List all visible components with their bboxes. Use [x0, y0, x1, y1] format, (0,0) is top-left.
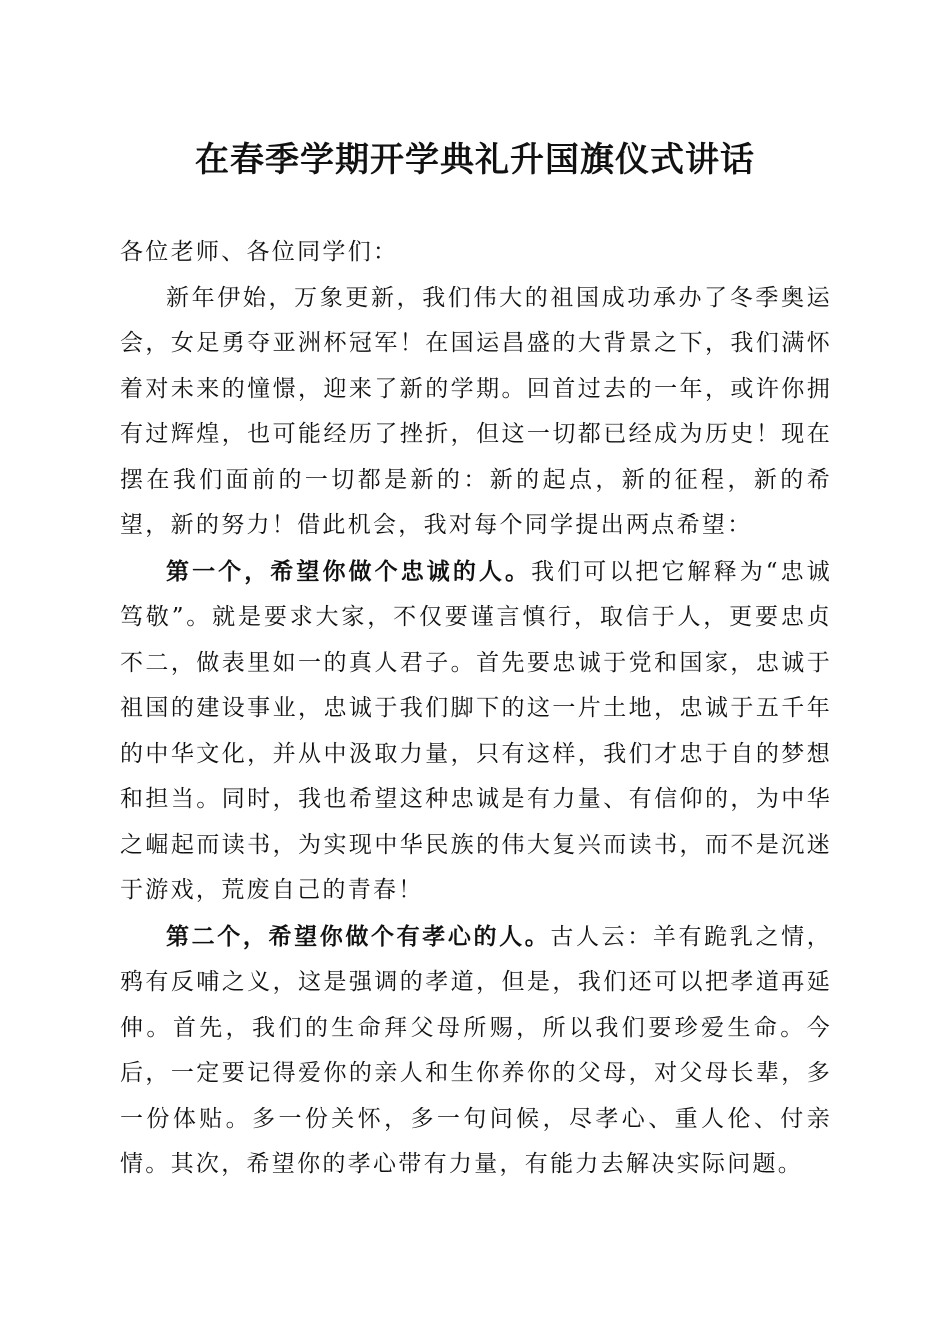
document-title: 在春季学期开学典礼升国旗仪式讲话: [195, 140, 755, 180]
paragraph-lead: 第一个，希望你做个忠诚的人。: [166, 557, 532, 585]
paragraph-text: 古人云：羊有跪乳之情，鸦有反哺之义，这是强调的孝道，但是，我们还可以把孝道再延伸。首先，我们的生命拜父母所赐，所以我们要珍爱生命。今后，一定要记得爱你的亲人和生你养你的父母，对父母长辈，多一份体贴。多一份关怀，多一句问候，尽孝心、重人伦、付亲情。其次，希望你的孝心带有力量，有能力去解决实际问题。: [120, 923, 832, 1177]
greeting: 各位老师、各位同学们：: [120, 239, 399, 265]
paragraph-text: 我们可以把它解释为“忠诚笃敬”。就是要求大家，不仅要谨言慎行，取信于人，更要忠贞不二，做表里如一的真人君子。首先要忠诚于党和国家，忠诚于祖国的建设事业，忠诚于我们脚下的这一片土地，忠诚于五千年的中华文化，并从中汲取力量，只有这样，我们才忠于自的梦想和担当。同时，我也希望这种忠诚是有力量、有信仰的，为中华之崛起而读书，为实现中华民族的伟大复兴而读书，而不是沉迷于游戏，荒废自己的青春！: [120, 558, 833, 903]
document-body: [120, 230, 832, 1188]
paragraph-filial-piety: [120, 914, 832, 1188]
paragraph-intro: [120, 276, 832, 549]
paragraph-lead: 第二个，希望你做个有孝心的人。: [166, 922, 551, 950]
paragraph-loyalty: [120, 549, 832, 914]
paragraph-text: 新年伊始，万象更新，我们伟大的祖国成功承办了冬季奥运会，女足勇夺亚洲杯冠军！在国运昌盛的大背景之下，我们满怀着对未来的憧憬，迎来了新的学期。回首过去的一年，或许你拥有过辉煌，也可能经历了挫折，但这一切都已经成为历史！现在摆在我们面前的一切都是新的：新的起点，新的征程，新的希望，新的努力！借此机会，我对每个同学提出两点希望：: [120, 284, 832, 538]
